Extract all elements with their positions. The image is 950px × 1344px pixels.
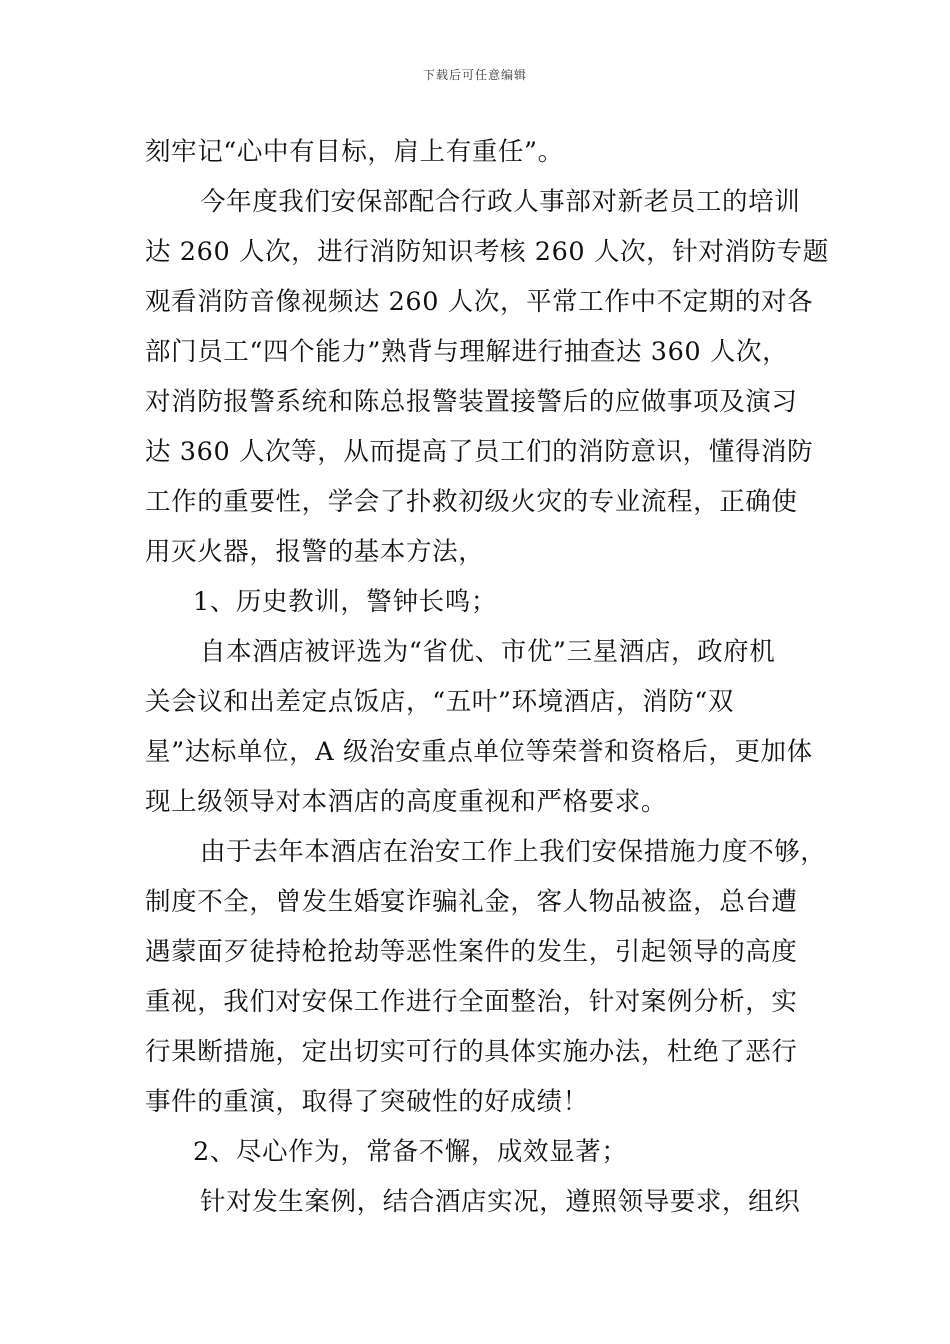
section-heading: 1、历史教训，警钟长鸣；: [193, 587, 497, 617]
text-line: 行果断措施，定出切实可行的具体实施办法，杜绝了恶行: [145, 1037, 798, 1067]
text-line: 达 360 人次等，从而提高了员工们的消防意识，懂得消防: [145, 437, 814, 467]
text-line: 星”达标单位，A 级治安重点单位等荣誉和资格后，更加体: [145, 737, 813, 767]
text-line: 对消防报警系统和陈总报警装置接警后的应做事项及演习: [145, 387, 798, 417]
text-line: 工作的重要性，学会了扑救初级火灾的专业流程，正确使: [145, 487, 798, 517]
text-line: 用灭火器，报警的基本方法，: [145, 537, 485, 567]
text-line: 现上级领导对本酒店的高度重视和严格要求。: [145, 787, 668, 817]
text-line: 部门员工“四个能力”熟背与理解进行抽查达 360 人次，: [145, 337, 789, 367]
text-line: 刻牢记“心中有目标，肩上有重任”。: [145, 137, 564, 167]
text-line: 观看消防音像视频达 260 人次，平常工作中不定期的对各: [145, 287, 814, 317]
section-heading: 2、尽心作为，常备不懈，成效显著；: [193, 1137, 628, 1167]
text-line: 由于去年本酒店在治安工作上我们安保措施力度不够，: [200, 837, 827, 867]
text-line: 针对发生案例，结合酒店实况，遵照领导要求，组织: [200, 1187, 801, 1217]
text-line: 事件的重演，取得了突破性的好成绩！: [145, 1087, 589, 1117]
text-line: 达 260 人次，进行消防知识考核 260 人次，针对消防专题: [145, 237, 829, 267]
page-header-note: 下载后可任意编辑: [422, 68, 527, 82]
text-line: 制度不全，曾发生婚宴诈骗礼金，客人物品被盗，总台遭: [145, 887, 798, 917]
text-line: 关会议和出差定点饭店，“五叶”环境酒店，消防“双: [145, 687, 735, 717]
text-line: 遇蒙面歹徒持枪抢劫等恶性案件的发生，引起领导的高度: [145, 937, 798, 967]
text-line: 今年度我们安保部配合行政人事部对新老员工的培训: [200, 187, 801, 217]
text-line: 重视，我们对安保工作进行全面整治，针对案例分析，实: [145, 987, 798, 1017]
text-line: 自本酒店被评选为“省优、市优”三星酒店，政府机: [200, 637, 776, 667]
